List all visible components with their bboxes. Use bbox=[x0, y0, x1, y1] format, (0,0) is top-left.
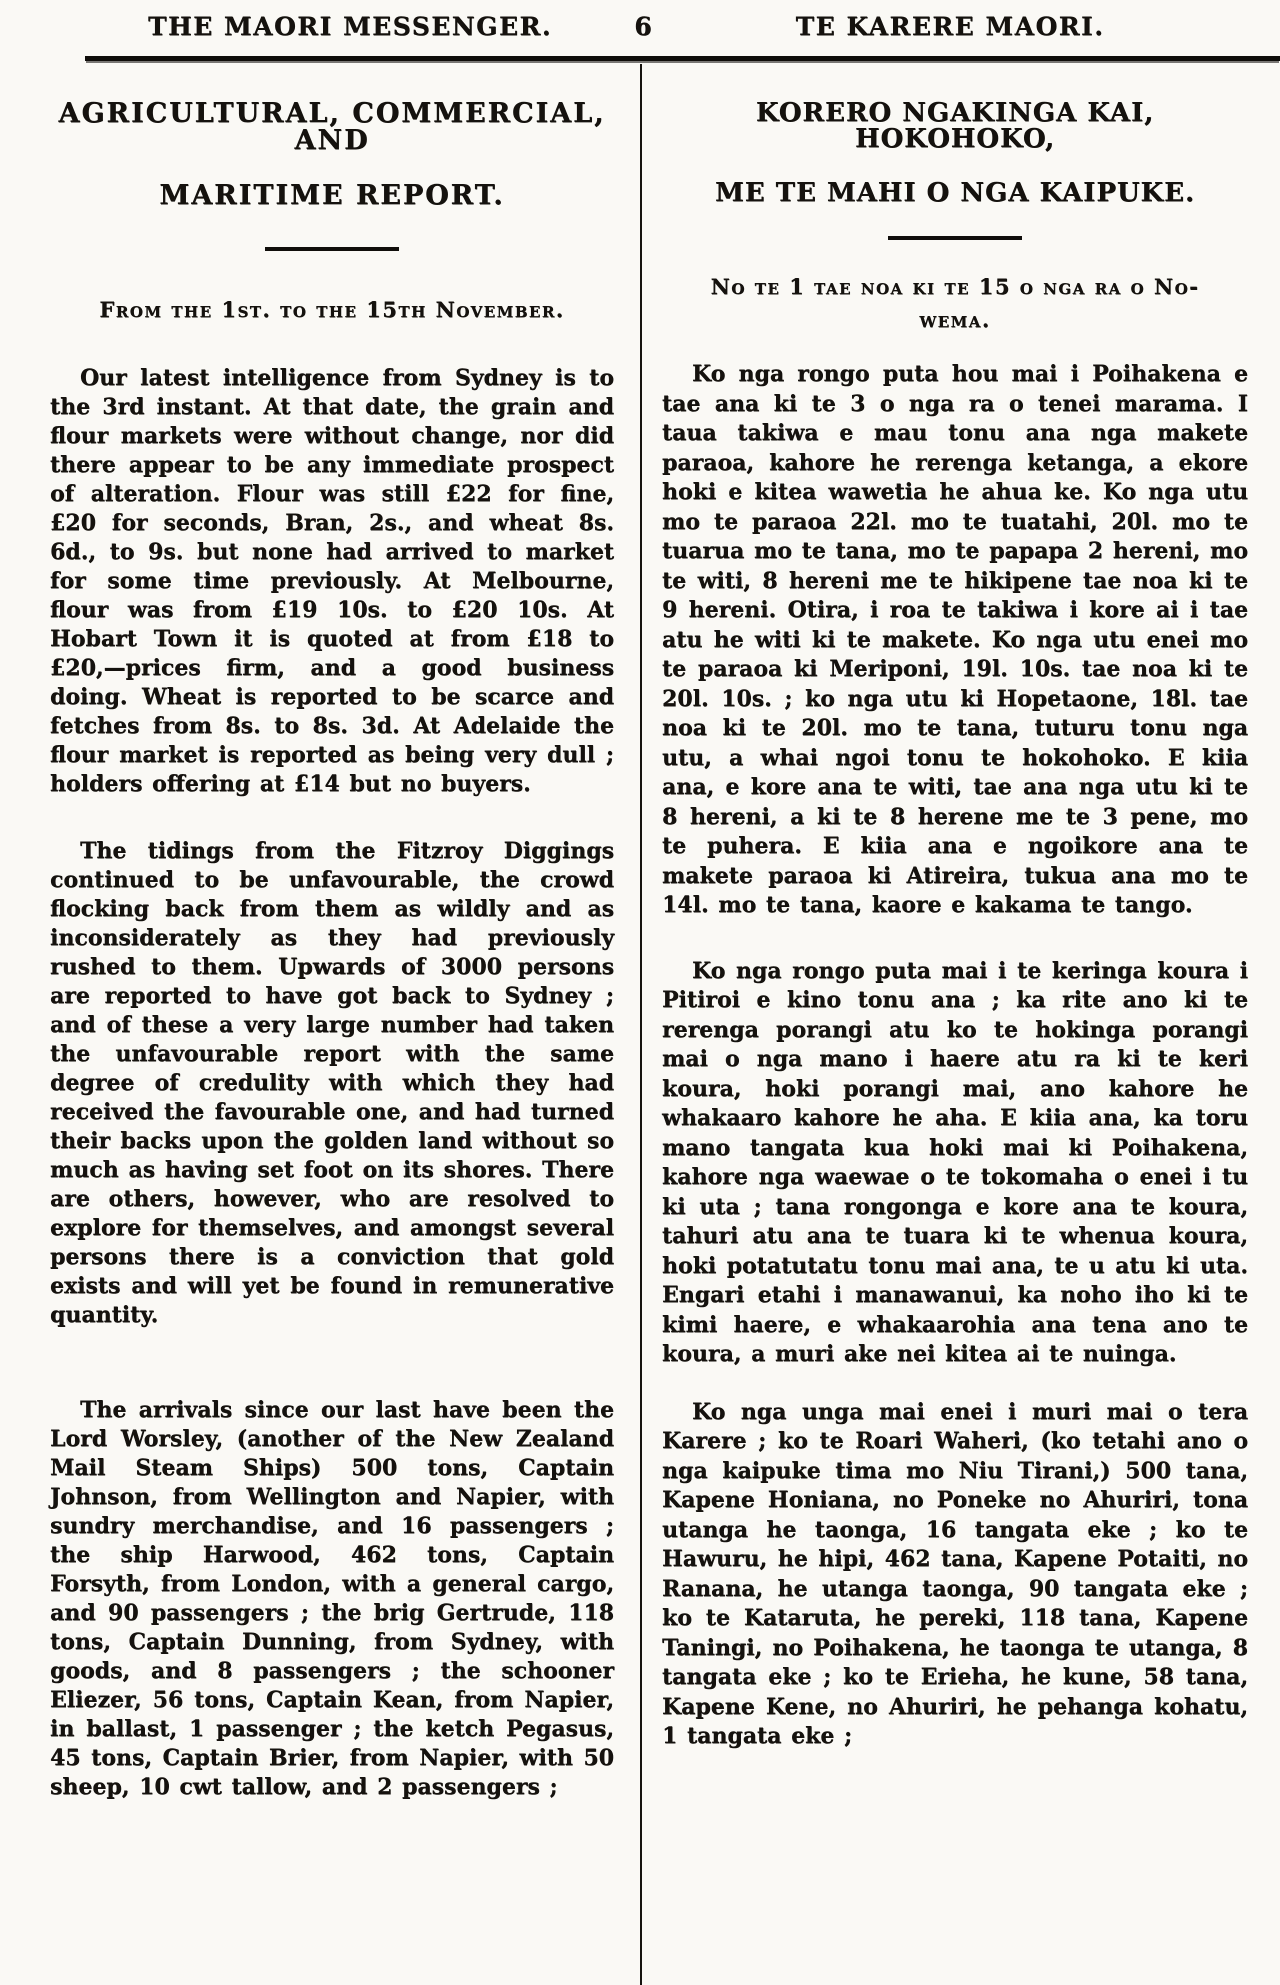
english-date-range: From the 1st. to the 15th November. bbox=[99, 297, 565, 322]
english-article-heading-line2: MARITIME REPORT. bbox=[159, 180, 505, 211]
masthead-rule bbox=[85, 56, 1280, 61]
english-column bbox=[0, 64, 640, 1985]
two-column-body bbox=[0, 64, 1280, 1985]
english-paragraph-markets: Our latest intelligence from Sydney is to the 3rd instant. At that date, the grain and flour markets were without change, nor did there appear to be any immediate prospect of alteration. Flour was still £22 for fine, £20 for seconds, Bran, 2s., and wheat 8s. 6d., to 9s. but none had arrived to market for some time previously. At Melbourne, flour was from £19 10s. to £20 10s. At Hobart Town it is quoted at from £18 to £20,—prices firm, and a good business doing. Wheat is reported to be scarce and fetches from 8s. to 8s. 3d. At Adelaide the flour market is reported as being very dull ; holders offering at £14 but no buyers. bbox=[50, 365, 614, 797]
maori-date-range-line2: wema. bbox=[919, 307, 991, 332]
page-number: 6 bbox=[634, 12, 652, 41]
english-paragraph-diggings: The tidings from the Fitzroy Diggings continued to be unfavourable, the crowd flocking back from them as wildly and as inconsiderately as they had previously rushed to them. Upwards of 3000 persons are reported to have got back to Sydney ; and of these a very large number had taken the unfavourable report with the same degree of credulity with which they had received the favourable one, and had turned their backs upon the golden land without so much as having set foot on its shores. There are others, however, who are resolved to explore for themselves, and amongst several persons there is a conviction that gold exists and will yet be found in remunerative quantity. bbox=[50, 838, 614, 1328]
masthead bbox=[0, 12, 1280, 56]
maori-date-range-line1: No te 1 tae noa ki te 15 o nga ra o No- bbox=[710, 274, 1200, 299]
masthead-title-maori: TE KARERE MAORI. bbox=[795, 12, 1105, 41]
maori-paragraph-diggings: Ko nga rongo puta mai i te keringa koura i Pitiroi e kino tonu ana ; ka rite ano ki te rerenga porangi atu ko te hokinga porangi mai o nga mano i haere atu ra ki te keri koura, hoki porangi mai, ano kahore he whakaaro kahore he aha. E kiia ana, ka toru mano tangata kua hoki mai ki Poihakena, kahore nga waewae o te tokomaha o enei i tu ki uta ; tana rongonga e kore ana te koura, tahuri atu ana te tuara ki te whenua koura, hoki potatutatu tonu mai ana, te u atu ki uta. Engari etahi i manawanui, ka noho iho ki te kimi haere, e whakaarohia ana tena ano te koura, a muri ake nei kitea ai te nuinga. bbox=[662, 957, 1248, 1367]
english-article-heading-line1: AGRICULTURAL, COMMERCIAL, AND bbox=[58, 98, 606, 156]
masthead-title-english: THE MAORI MESSENGER. bbox=[147, 12, 553, 41]
maori-article-heading-line1: KORERO NGAKINGA KAI, HOKOHOKO, bbox=[755, 98, 1155, 154]
maori-article-heading-line2: ME TE MAHI O NGA KAIPUKE. bbox=[714, 178, 1196, 208]
english-section-rule bbox=[265, 247, 399, 251]
maori-column bbox=[640, 64, 1280, 1985]
maori-paragraph-markets: Ko nga rongo puta hou mai i Poihakena e tae ana ki te 3 o nga ra o tenei marama. I taua takiwa e mau tonu ana nga makete paraoa, kahore he rerenga ketanga, a ekore hoki e kitea wawetia he ahua ke. Ko nga utu mo te paraoa 22l. mo te tuatahi, 20l. mo te tuarua mo te tana, mo te papapa 2 hereni, mo te witi, 8 hereni me te hikipene tae noa ki te 9 hereni. Otira, i roa te takiwa i kore ai i tae atu he witi ki te makete. Ko nga utu enei mo te paraoa ki Meriponi, 19l. 10s. tae noa ki te 20l. 10s. ; ko nga utu ki Hopetaone, 18l. tae noa ki te 20l. mo te tana, tuturu tonu nga utu, a whai ngoi tonu te hokohoko. E kiia ana, e kore ana te witi, tae ana nga utu ki te 8 hereni, a ki te 8 herene me te 3 pene, mo te puhera. E kiia ana e ngoikore ana te makete paraoa ki Atireira, tukua ana mo te 14l. mo te tana, kaore e kakama te tango. bbox=[662, 361, 1248, 918]
maori-section-rule bbox=[888, 236, 1022, 240]
english-paragraph-arrivals: The arrivals since our last have been the Lord Worsley, (another of the New Zealand Mail Steam Ships) 500 tons, Captain Johnson, from Wellington and Napier, with sundry merchandise, and 16 passengers ; the ship Harwood, 462 tons, Captain Forsyth, from London, with a general cargo, and 90 passengers ; the brig Gertrude, 118 tons, Captain Dunning, from Sydney, with goods, and 8 passengers ; the schooner Eliezer, 56 tons, Captain Kean, from Napier, in ballast, 1 passenger ; the ketch Pegasus, 45 tons, Captain Brier, from Napier, with 50 sheep, 10 cwt tallow, and 2 passengers ; bbox=[50, 1397, 614, 1800]
maori-paragraph-arrivals: Ko nga unga mai enei i muri mai o tera Karere ; ko te Roari Waheri, (ko tetahi ano o nga kaipuke tima mo Niu Tirani,) 500 tana, Kapene Honiana, no Poneke no Ahuriri, tona utanga he taonga, 16 tangata eke ; ko te Hawuru, he hipi, 462 tana, Kapene Potaiti, no Ranana, he utanga taonga, 90 tangata eke ; ko te Kataruta, he pereki, 118 tana, Kapene Taningi, no Poihakena, he taonga te utanga, 8 tangata eke ; ko te Erieha, he kune, 58 tana, Kapene Kene, no Ahuriri, he pehanga kohatu, 1 tangata eke ; bbox=[662, 1398, 1248, 1749]
